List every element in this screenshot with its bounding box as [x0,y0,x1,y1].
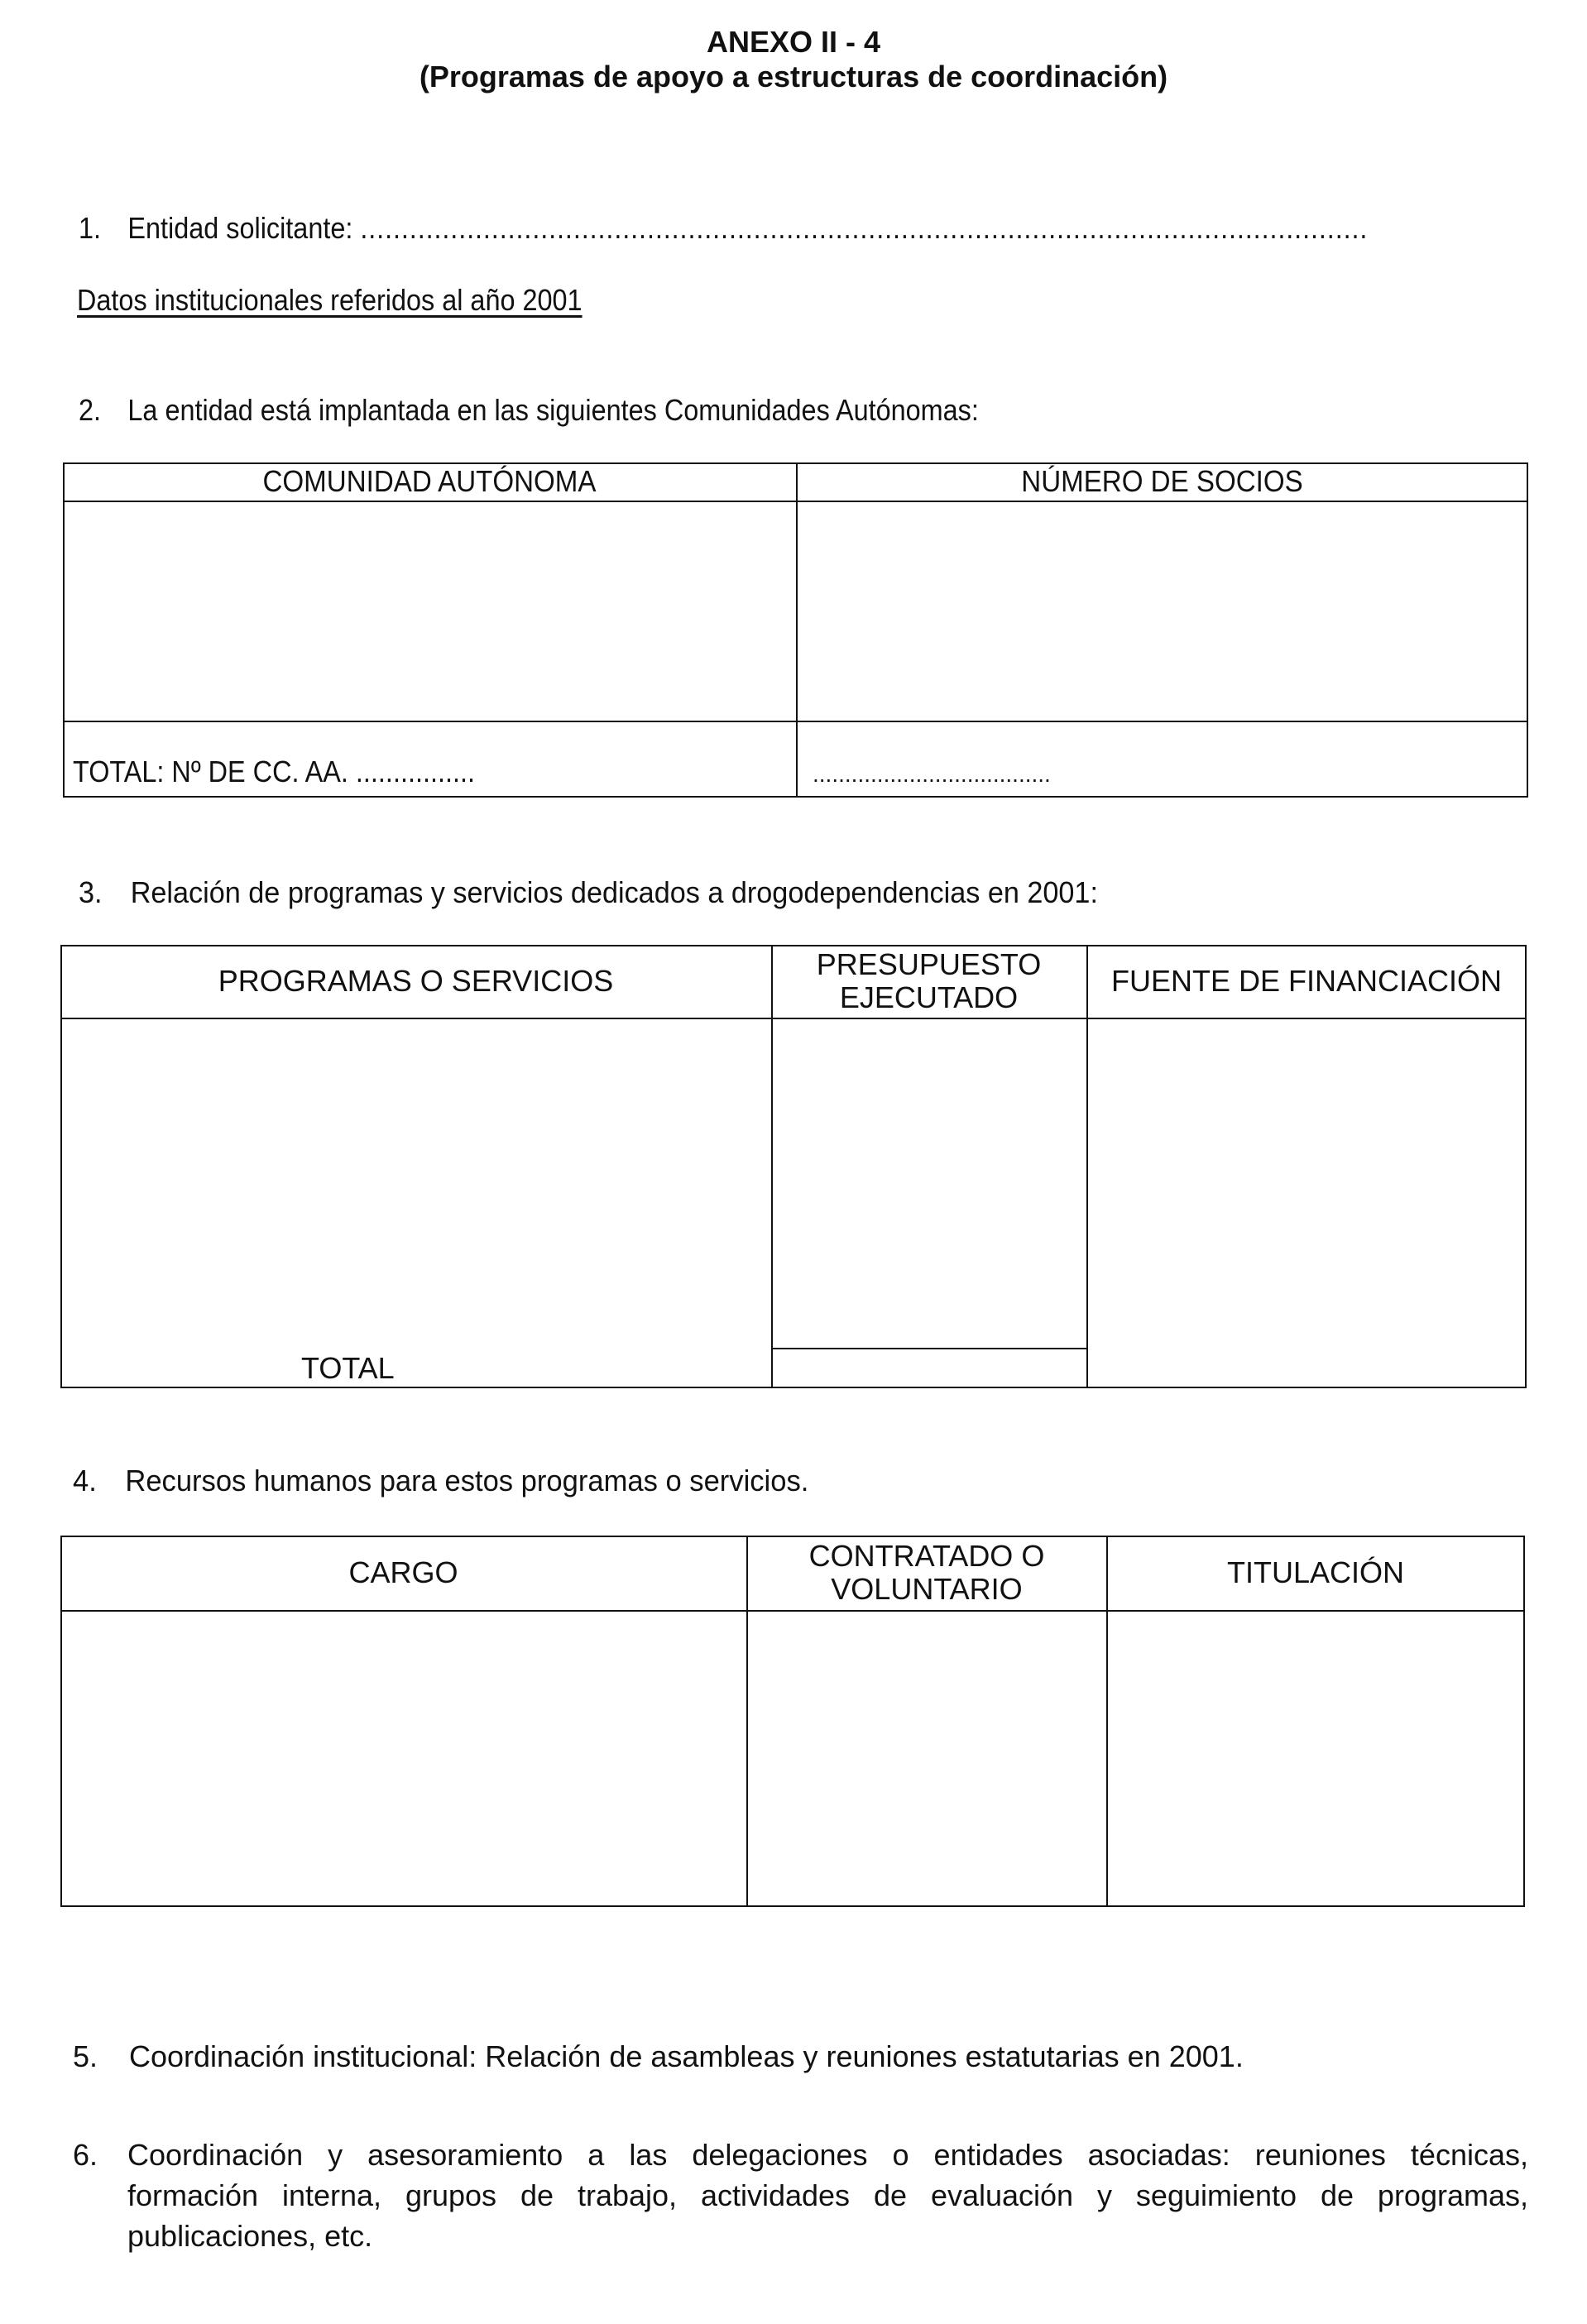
item-4 [73,1464,808,1498]
cargo-input-area[interactable] [63,1613,745,1905]
comunidad-input-area[interactable] [63,503,796,720]
column-divider [746,1536,748,1907]
total-ccaa-row [73,755,475,789]
item-number: 3. [79,875,103,909]
item-6-line: publicaciones, etc. [127,2219,373,2253]
item-label: Entidad solicitante: [127,211,353,245]
total-socios-fill[interactable]: ..................................... [813,761,1051,787]
titulacion-input-area[interactable] [1109,1613,1522,1905]
header-programas: PROGRAMAS O SERVICIOS [218,964,614,998]
item-number: 1. [79,211,102,245]
entity-fill-line[interactable]: ........................................................................................................................... [360,211,1369,245]
header-comunidad: COMUNIDAD AUTÓNOMA [262,464,597,498]
column-divider [771,945,773,1388]
item-2 [79,393,979,428]
item-6 [73,2135,1528,2256]
item-label: Recursos humanos para estos programas o servicios. [125,1464,809,1497]
header-divider [60,1610,1525,1612]
item-number: 6. [73,2138,98,2172]
item-3 [79,875,1098,910]
section-heading: Datos institucionales referidos al año 2001 [77,283,583,317]
item-number: 5. [73,2039,98,2073]
header-titulacion: TITULACIÓN [1226,1555,1404,1589]
item-6-line: formación interna, grupos de trabajo, actividades de evaluación y seguimiento de programas, [127,2178,1528,2212]
item-6-line: Coordinación y asesoramiento a las delegaciones o entidades asociadas: reuniones técnicas, [127,2138,1528,2172]
fuente-input-area[interactable] [1089,1020,1524,1386]
total-ccaa-fill[interactable]: ................ [355,755,475,788]
socios-input-area[interactable] [798,503,1527,720]
item-label: Coordinación institucional: Relación de asambleas y reuniones estatutarias en 2001. [129,2039,1244,2073]
item-number: 4. [73,1464,97,1497]
programas-input-area[interactable] [63,1020,770,1343]
item-number: 2. [79,393,102,427]
column-divider [796,462,798,798]
document-subtitle: (Programas de apoyo a estructuras de coordinación) [419,60,1168,93]
item-label: La entidad está implantada en las siguientes Comunidades Autónomas: [127,393,979,427]
item-5 [73,2039,1244,2074]
header-fuente: FUENTE DE FINANCIACIÓN [1110,964,1503,998]
total-label: TOTAL [301,1351,395,1385]
total-divider [771,1348,1086,1349]
item-label: Relación de programas y servicios dedicados a drogodependencias en 2001: [130,875,1098,909]
contratado-input-area[interactable] [749,1613,1105,1905]
document-title: ANEXO II - 4 [706,25,881,59]
item-1 [79,211,1368,246]
header-cargo: CARGO [348,1555,458,1589]
header-divider [60,1018,1527,1019]
header-contratado: CONTRATADO O VOLUNTARIO [808,1539,1045,1606]
presupuesto-input-area[interactable] [774,1020,1085,1346]
header-presupuesto: PRESUPUESTO EJECUTADO [816,947,1042,1014]
total-presupuesto-input[interactable] [774,1350,1085,1387]
header-socios: NÚMERO DE SOCIOS [1021,464,1303,498]
total-ccaa-label: TOTAL: Nº DE CC. AA. [73,755,348,788]
